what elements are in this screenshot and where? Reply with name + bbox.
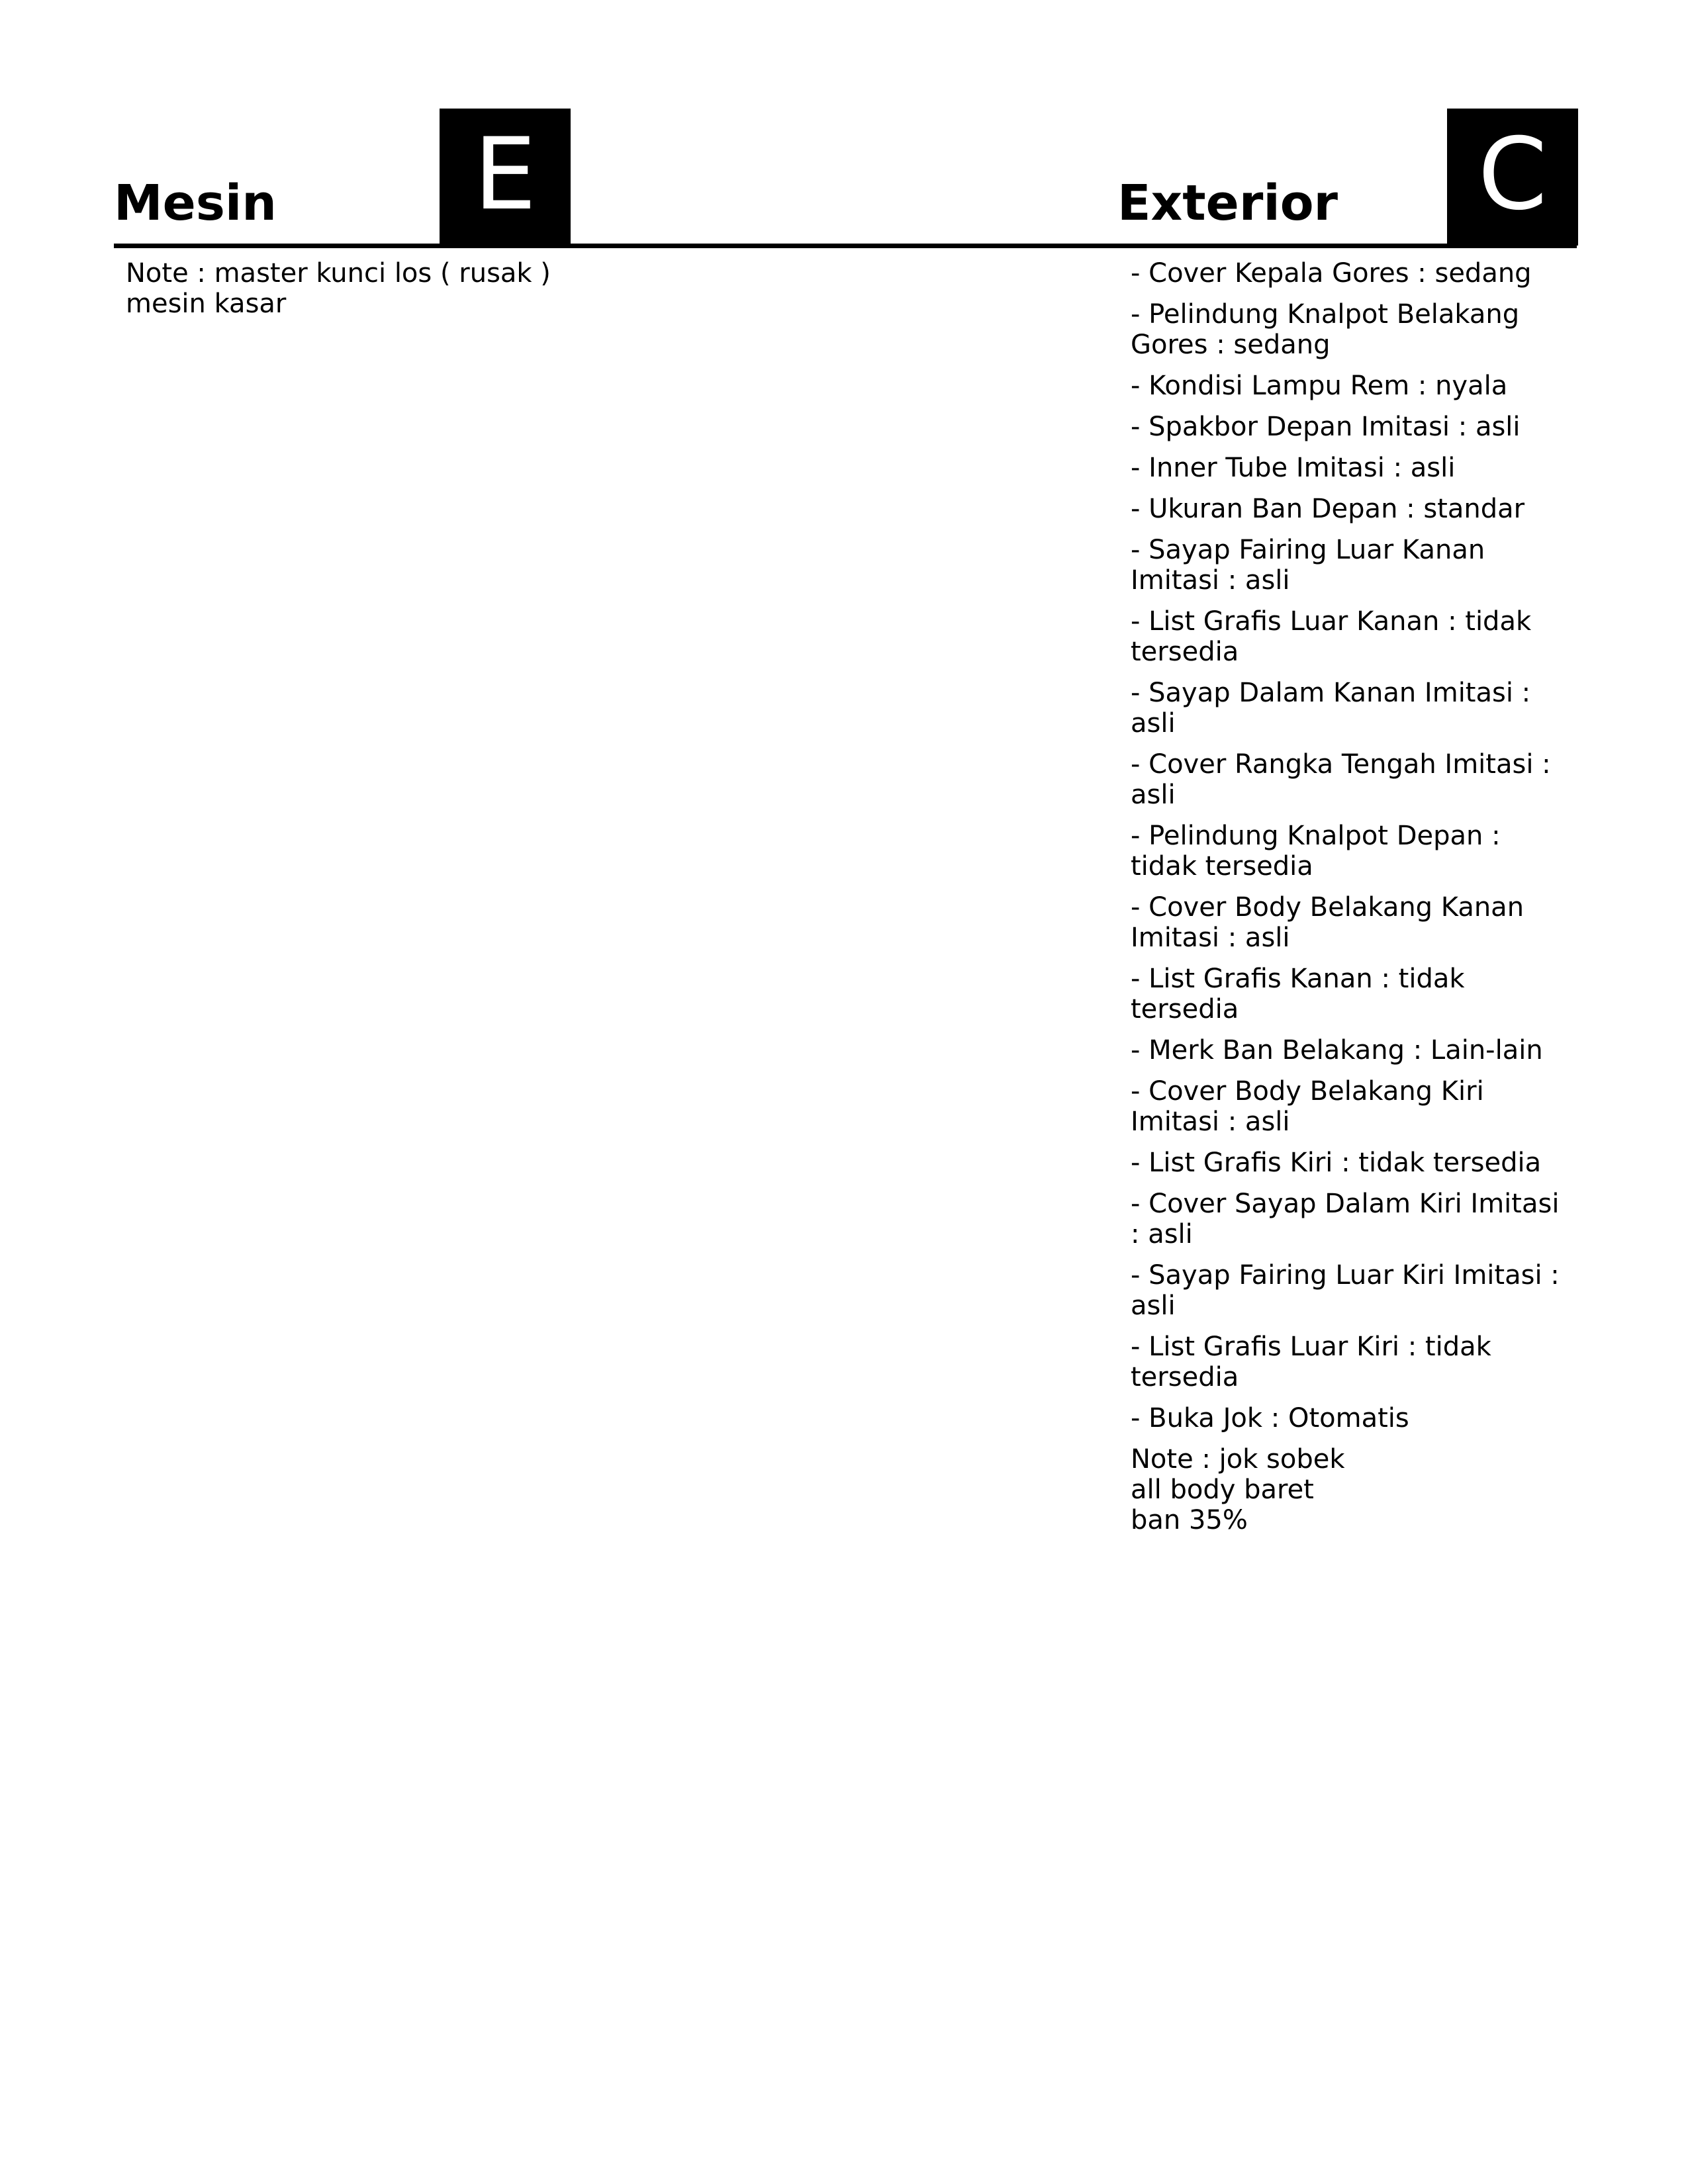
mesin-section-title: Mesin (114, 175, 277, 232)
list-item: - Merk Ban Belakang : Lain-lain (1131, 1035, 1543, 1066)
list-item: - Inner Tube Imitasi : asli (1131, 453, 1456, 483)
list-item: - Pelindung Knalpot Belakang Gores : sedang (1131, 299, 1520, 360)
exterior-grade-badge: C (1447, 109, 1578, 246)
exterior-note-item (1131, 1444, 1568, 1535)
list-item: - Sayap Dalam Kanan Imitasi : asli (1131, 678, 1531, 739)
list-item: - List Grafis Kanan : tidak tersedia (1131, 964, 1465, 1024)
list-item: - Cover Sayap Dalam Kiri Imitasi : asli (1131, 1189, 1560, 1250)
list-item: - Cover Kepala Gores : sedang (1131, 258, 1532, 289)
list-item: - List Grafis Luar Kiri : tidak tersedia (1131, 1332, 1491, 1392)
list-item: - Ukuran Ban Depan : standar (1131, 494, 1525, 524)
list-item: - Kondisi Lampu Rem : nyala (1131, 371, 1508, 401)
mesin-grade-badge: E (440, 109, 571, 246)
header-divider (114, 244, 1577, 248)
list-item: - Cover Body Belakang Kiri Imitasi : asli (1131, 1076, 1484, 1137)
list-item: - List Grafis Kiri : tidak tersedia (1131, 1148, 1542, 1178)
exterior-items-list (1131, 258, 1568, 1546)
list-item: - Cover Rangka Tengah Imitasi : asli (1131, 749, 1551, 810)
list-item: - Cover Body Belakang Kanan Imitasi : asli (1131, 892, 1524, 953)
list-item: - Sayap Fairing Luar Kiri Imitasi : asli (1131, 1260, 1560, 1321)
list-item: - Pelindung Knalpot Depan : tidak tersedia (1131, 821, 1501, 882)
list-item: - Spakbor Depan Imitasi : asli (1131, 412, 1521, 442)
list-item: - List Grafis Luar Kanan : tidak tersedia (1131, 606, 1532, 667)
exterior-note: Note : jok sobek all body baret ban 35% (1131, 1444, 1345, 1535)
list-item: - Sayap Fairing Luar Kanan Imitasi : asli (1131, 535, 1485, 596)
exterior-section-title: Exterior (1117, 175, 1338, 232)
mesin-note: Note : master kunci los ( rusak ) mesin kasar (126, 258, 551, 319)
list-item: - Buka Jok : Otomatis (1131, 1403, 1409, 1433)
